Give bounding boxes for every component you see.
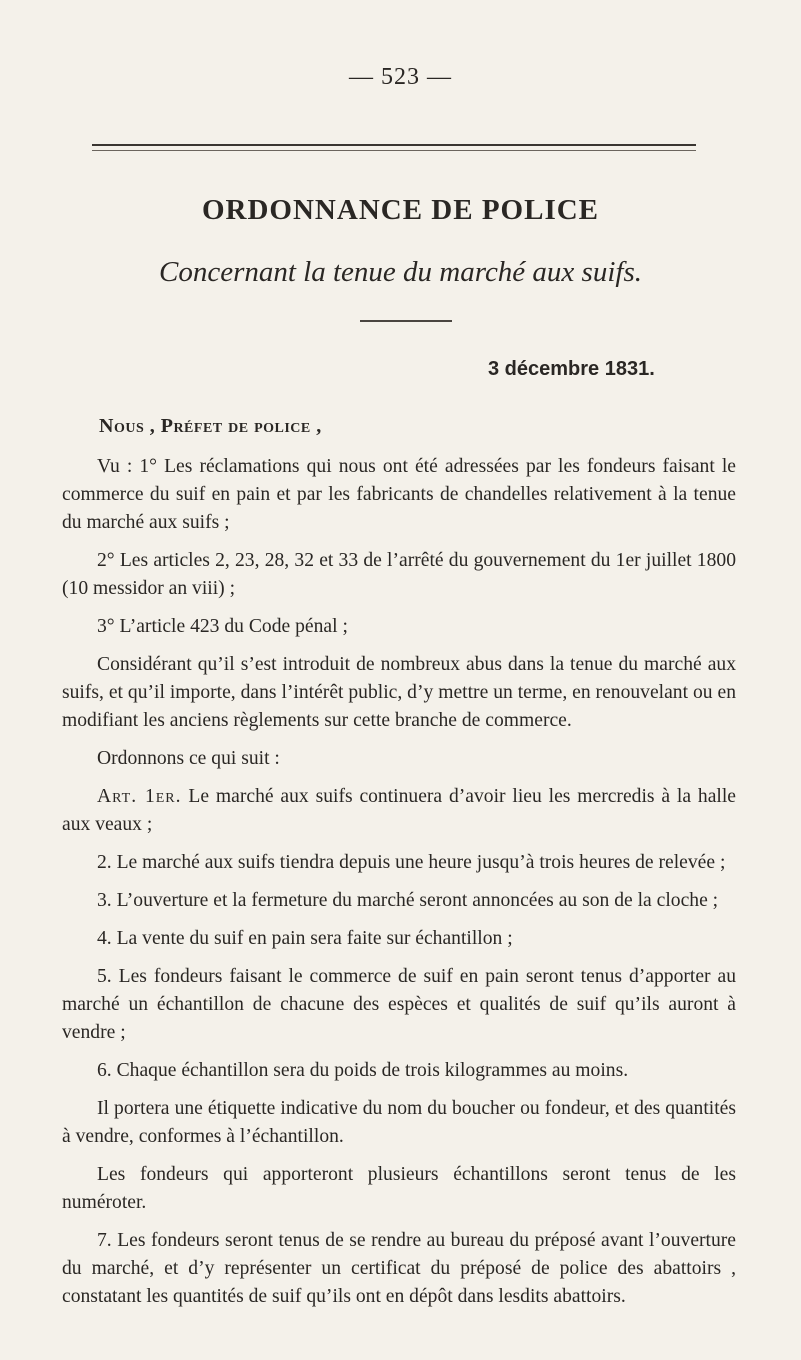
paragraph-ordonnons: Ordonnons ce qui suit : (97, 748, 280, 769)
issuing-authority: Nous , Préfet de police , (99, 415, 322, 437)
paragraph-vu-2: 2° Les articles 2, 23, 28, 32 et 33 de l’arrêté du gouvernement du 1er juillet 1800 (10 messidor an viii) ; (62, 550, 736, 599)
article-3: 3. L’ouverture et la fermeture du marché seront annoncées au son de la cloche ; (97, 890, 719, 911)
header-rule (92, 144, 696, 146)
article-1 (62, 783, 736, 839)
paragraph-considerant: Considérant qu’il s’est introduit de nombreux abus dans la tenue du marché aux suifs, et qu’il importe, dans l’intérêt public, d’y mettre un terme, en renouvelant ou en modifiant les anciens règlements sur cette branche de commerce. (62, 654, 736, 731)
document-body (62, 453, 736, 1321)
title-separator (360, 320, 452, 322)
page-number: — 523 — (349, 64, 452, 90)
article-5: 5. Les fondeurs faisant le commerce de suif en pain seront tenus d’apporter au marché un échantillon de chacune des espèces et qualités de suif qu’ils auront à vendre ; (62, 966, 736, 1043)
article-7: 7. Les fondeurs seront tenus de se rendre au bureau du préposé avant l’ouverture du marché, et d’y représenter un certificat du préposé de police des abattoirs , constatant les quantités de suif qu’ils ont en dépôt dans lesdits abattoirs. (62, 1230, 736, 1307)
article-1-label: Art. 1er. (97, 786, 182, 807)
document-subtitle: Concernant la tenue du marché aux suifs. (159, 256, 642, 288)
article-6-numbering-note: Les fondeurs qui apporteront plusieurs échantillons seront tenus de les numéroter. (62, 1164, 736, 1213)
document-title: ORDONNANCE DE POLICE (201, 194, 600, 226)
article-1-text: Le marché aux suifs continuera d’avoir lieu les mercredis à la halle aux veaux ; (62, 786, 736, 835)
paragraph-vu-1: Vu : 1° Les réclamations qui nous ont été adressées par les fondeurs faisant le commerce du suif en pain et par les fabricants de chandelles relativement à la tenue du marché aux suifs ; (62, 456, 736, 533)
article-4: 4. La vente du suif en pain sera faite sur échantillon ; (97, 928, 513, 949)
paragraph-vu-3: 3° L’article 423 du Code pénal ; (97, 616, 348, 637)
header-rule-thin (92, 150, 696, 151)
article-2: 2. Le marché aux suifs tiendra depuis une heure jusqu’à trois heures de relevée ; (97, 852, 726, 873)
document-date: 3 décembre 1831. (488, 358, 655, 380)
article-6: 6. Chaque échantillon sera du poids de trois kilogrammes au moins. (97, 1060, 629, 1081)
article-6-label-note: Il portera une étiquette indicative du nom du boucher ou fondeur, et des quantités à vendre, conformes à l’échantillon. (62, 1098, 736, 1147)
